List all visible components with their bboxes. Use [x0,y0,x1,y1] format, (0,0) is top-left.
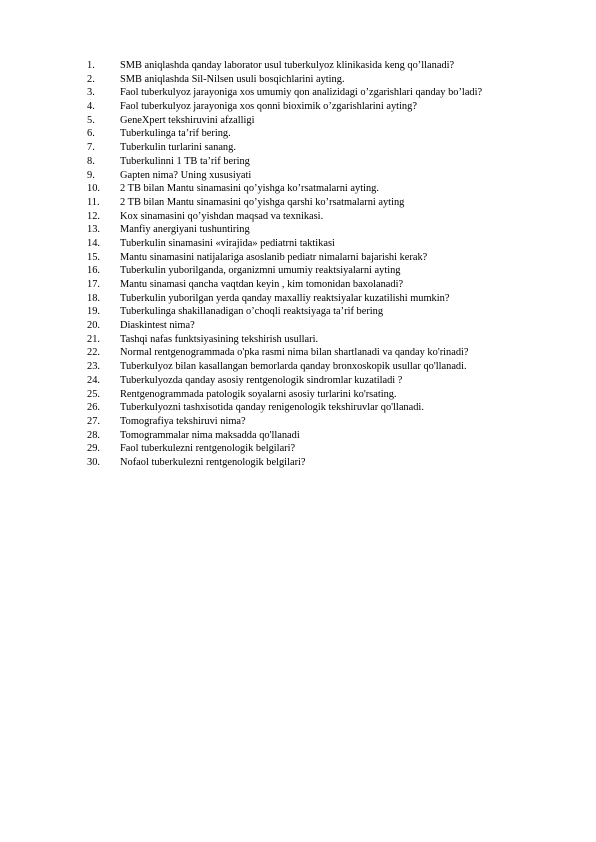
question-text: Tuberkulin turlarini sanang. [120,142,236,154]
question-text: Tuberkulinga shakillanadigan o’choqli reaktsiyaga ta’rif bering [120,306,384,318]
question-item [87,333,587,347]
question-text: Tuberkulin sinamasini «virajida» pediatrni taktikasi [120,237,335,249]
question-number: 6. [87,128,95,140]
question-number: 22. [87,347,100,359]
question-item [87,169,587,183]
question-text: Faol tuberkulyoz jarayoniga xos umumiy qon analizidagi o’zgarishlari qanday bo’ladi? [120,87,483,99]
question-number: 11. [87,196,100,208]
question-text: GeneXpert tekshiruvini afzalligi [120,114,255,126]
question-text: Kox sinamasini qo’yishdan maqsad va texnikasi. [120,210,324,222]
question-list [87,59,587,470]
question-number: 30. [87,456,100,468]
question-number: 21. [87,333,100,345]
question-text: Mantu sinamasi qancha vaqtdan keyin , kim tomonidan baxolanadi? [120,279,404,290]
question-number: 15. [87,251,100,263]
question-text: Tuberkulin yuborilganda, organizmni umumiy reaktsiyalarni ayting [120,265,401,277]
question-item [87,59,587,73]
question-text: Manfiy anergiyani tushuntiring [120,224,250,236]
question-number: 28. [87,429,100,441]
question-number: 25. [87,388,100,400]
question-number: 12. [87,210,100,222]
question-item [87,319,587,333]
question-item [87,237,587,251]
question-text: Rentgenogrammada patologik soyalarni asosiy turlarini ko'rsating. [120,388,397,400]
question-text: Tomografiya tekshiruvi nima? [120,415,246,427]
question-number: 5. [87,114,95,126]
question-item [87,196,587,210]
question-number: 23. [87,361,100,373]
question-text: Faol tuberkulyoz jarayoniga xos qonni bioximik o’zgarishlarini ayting? [120,101,417,113]
question-item [87,360,587,374]
question-text: Tuberkulyozni tashxisotida qanday renigenologik tekshiruvlar qo'llanadi. [120,402,424,414]
question-item [87,278,587,292]
question-text: Tuberkulinni 1 TB ta’rif bering [120,155,250,167]
question-text: Nofaol tuberkulezni rentgenologik belgilari? [120,456,306,468]
question-text: Tuberkulyozda qanday asosiy rentgenologik sindromlar kuzatiladi ? [120,374,403,386]
question-item [87,251,587,265]
question-item [87,429,587,443]
question-number: 4. [87,101,95,113]
question-item [87,415,587,429]
question-item [87,155,587,169]
question-item [87,305,587,319]
question-item [87,114,587,128]
question-number: 17. [87,279,100,290]
question-item [87,388,587,402]
question-item [87,141,587,155]
question-item [87,442,587,456]
question-text: Mantu sinamasini natijalariga asoslanib pediatr nimalarni bajarishi kerak? [120,251,428,263]
question-number: 18. [87,292,100,304]
question-text: 2 TB bilan Mantu sinamasini qo’yishga qarshi ko’rsatmalarni ayting [120,196,405,208]
question-number: 14. [87,237,100,249]
question-number: 7. [87,142,95,154]
question-text: Tomogrammalar nima maksadda qo'llanadi [120,429,300,441]
question-text: Diaskintest nima? [120,320,195,332]
question-number: 2. [87,73,95,85]
question-number: 27. [87,415,100,427]
question-number: 8. [87,155,95,167]
question-text: 2 TB bilan Mantu sinamasini qo’yishga ko’rsatmalarni ayting. [120,183,379,195]
question-number: 24. [87,374,100,386]
question-item [87,182,587,196]
question-item [87,100,587,114]
question-item [87,401,587,415]
question-text: SMB aniqlashda qanday laborator usul tuberkulyoz klinikasida keng qo’llanadi? [120,60,455,71]
question-text: SMB aniqlashda Sil-Nilsen usuli bosqichlarini ayting. [120,73,345,85]
question-text: Tuberkulinga ta’rif bering. [120,128,231,140]
question-item [87,292,587,306]
question-number: 19. [87,306,100,318]
question-number: 3. [87,87,95,99]
question-item [87,264,587,278]
question-item [87,346,587,360]
question-item [87,127,587,141]
question-text: Normal rentgenogrammada o'pka rasmi nima bilan shartlanadi va qanday ko'rinadi? [120,347,469,359]
question-text: Tashqi nafas funktsiyasining tekshirish usullari. [120,333,319,345]
question-number: 26. [87,402,100,414]
question-item [87,210,587,224]
question-number: 29. [87,443,100,455]
question-number: 16. [87,265,100,277]
question-text: Tuberkulyoz bilan kasallangan bemorlarda qanday bronxoskopik usullar qo'llanadi. [120,361,467,373]
question-number: 20. [87,320,100,332]
question-item [87,73,587,87]
question-text: Gapten nima? Uning xususiyati [120,169,252,181]
question-item [87,456,587,470]
question-item [87,374,587,388]
question-item [87,223,587,237]
question-number: 9. [87,169,95,181]
question-number: 13. [87,224,100,236]
question-item [87,86,587,100]
question-number: 1. [87,60,95,71]
question-text: Tuberkulin yuborilgan yerda qanday maxalliy reaktsiyalar kuzatilishi mumkin? [120,292,450,304]
question-text: Faol tuberkulezni rentgenologik belgilari? [120,443,296,455]
question-number: 10. [87,183,100,195]
